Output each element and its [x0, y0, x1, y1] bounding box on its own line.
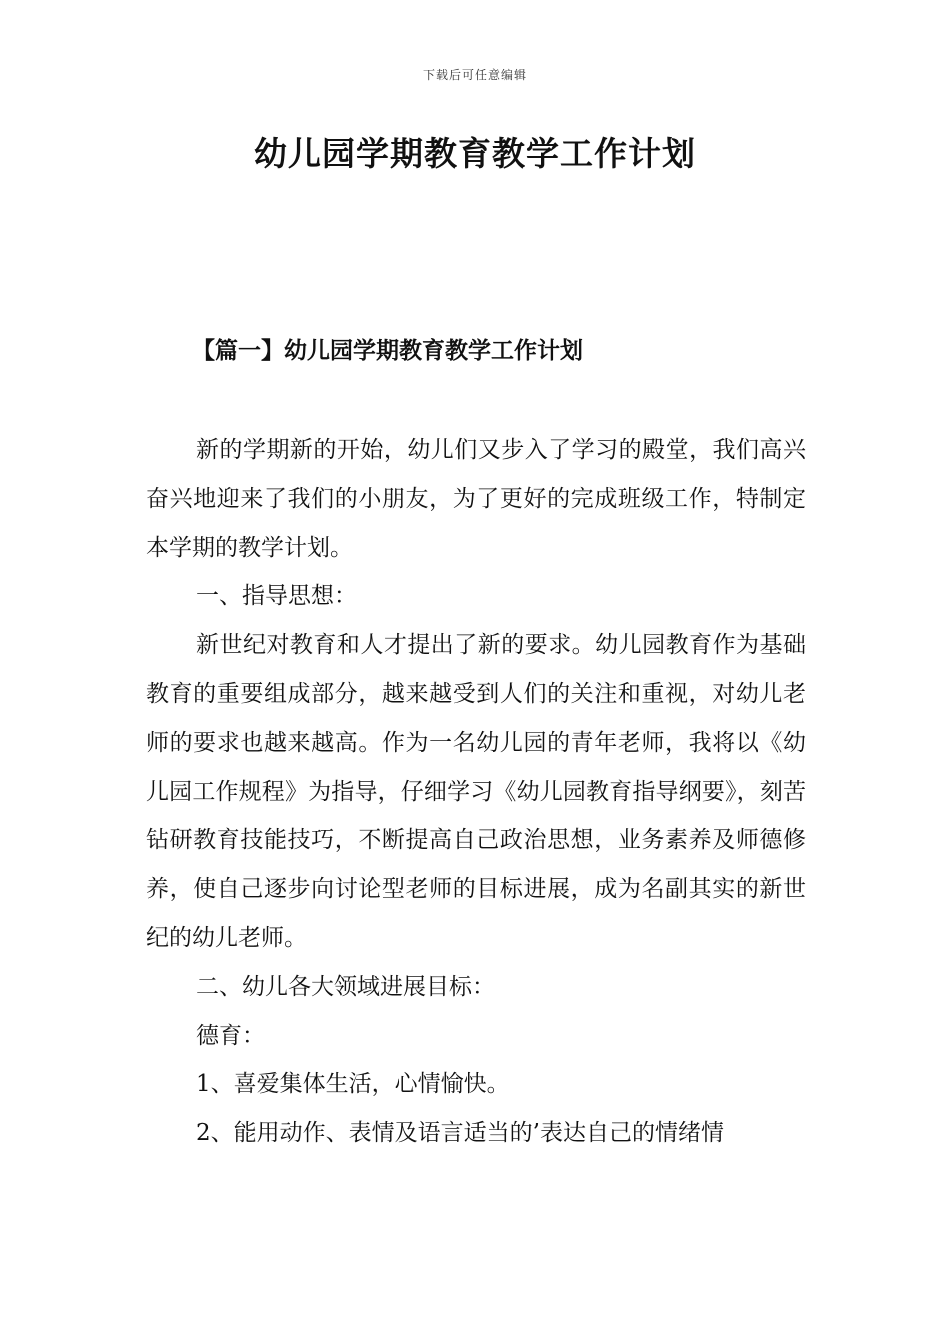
document-title: 幼儿园学期教育教学工作计划: [254, 134, 696, 173]
list-item: 2、能用动作、表情及语言适当的’表达自己的情绪情: [196, 1120, 724, 1147]
list-item: 1、喜爱集体生活，心情愉快。: [196, 1071, 510, 1098]
intro-paragraph: 新的学期新的开始，幼儿们又步入了学习的殿堂，我们高兴奋兴地迎来了我们的小朋友，为了更好的完成班级工作，特制定本学期的教学计划。: [146, 437, 806, 561]
document-body: [146, 426, 806, 1158]
header-note: 下载后可任意编辑: [422, 68, 527, 82]
section-heading: 【篇一】幼儿园学期教育教学工作计划: [192, 337, 583, 364]
heading-guiding-ideology: 一、指导思想：: [196, 583, 357, 610]
guiding-ideology-paragraph: 新世纪对教育和人才提出了新的要求。幼儿园教育作为基础教育的重要组成部分，越来越受到人们的关注和重视，对幼儿老师的要求也越来越高。作为一名幼儿园的青年老师，我将以《幼儿园工作规程》为指导，仔细学习《幼儿园教育指导纲要》，刻苦钻研教育技能技巧，不断提高自己政治思想，业务素养及师德修养，使自己逐步向讨论型老师的目标进展，成为名副其实的新世纪的幼儿老师。: [146, 632, 806, 951]
heading-development-goals: 二、幼儿各大领域进展目标：: [196, 973, 495, 1000]
subheading-moral-education: 德育：: [196, 1022, 265, 1049]
